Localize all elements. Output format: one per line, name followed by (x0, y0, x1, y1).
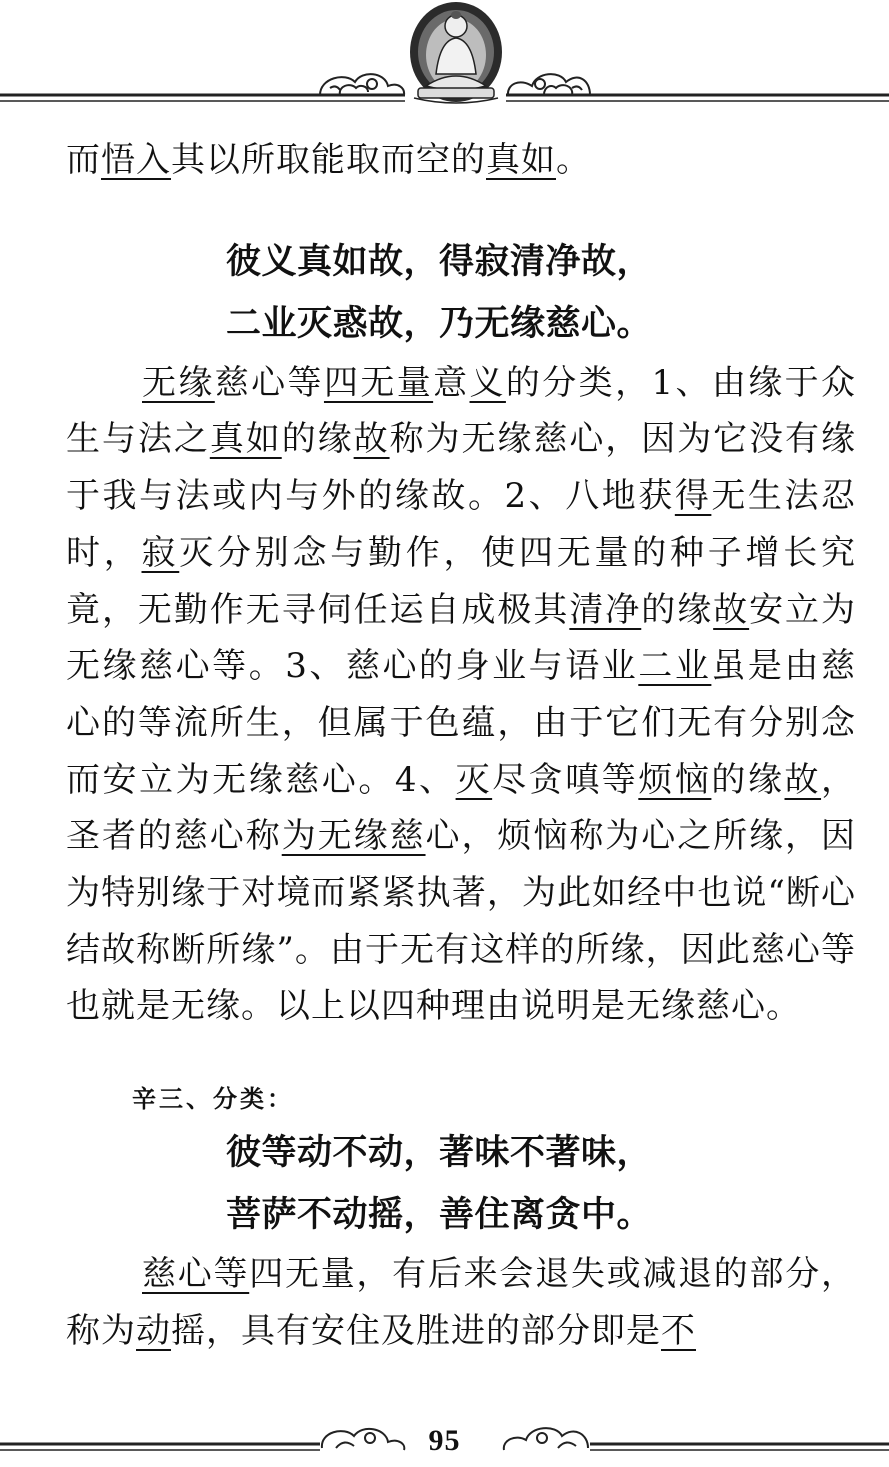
cloud-ornament-icon (320, 74, 404, 95)
underlined-term: 动 (136, 1310, 171, 1351)
underlined-term: 不 (661, 1310, 696, 1351)
underlined-term: 烦恼 (638, 759, 712, 800)
text-run: 安立为无缘慈心等。3、慈心的身业与语业 (66, 589, 857, 687)
verse-line: 彼义真如故，得寂清净故， (226, 241, 653, 282)
verse-line: 二业灭惑故，乃无缘慈心。 (226, 303, 653, 344)
text-run: ，圣者的慈心称 (66, 759, 857, 857)
text-run: 的分类，1、由缘于众生与法之 (66, 362, 857, 460)
underlined-term: 故 (353, 419, 390, 460)
underlined-term: 为无缘慈 (281, 816, 426, 857)
text-run: 心，烦恼称为心之所缘，因为特别缘于对境而紧紧执著，为此如经中也说“断心结故称断所缘”。由于无有这样的所缘，因此慈心等也就是无缘。以上以四种理由说明是无缘慈心。 (66, 816, 857, 1027)
underlined-term: 清净 (569, 589, 642, 630)
commentary-paragraph (66, 355, 856, 1035)
text-run: 四无量，有后来会退失或减退的部分，称为 (66, 1254, 857, 1351)
underlined-term: 二业 (638, 646, 712, 687)
page-content (66, 132, 856, 1360)
text-run: 灭分别念与勤作，使四无量的种子增长究竟，无勤作无寻伺任运自成极其 (66, 532, 856, 630)
underlined-term: 真如 (486, 140, 556, 180)
verse-line: 菩萨不动摇，善住离贪中。 (226, 1195, 653, 1236)
text-run: 尽贪嗔等 (492, 759, 639, 800)
section-heading: 辛三、分类： (132, 1085, 294, 1114)
underlined-term: 灭 (455, 759, 493, 800)
verse-block (66, 231, 856, 355)
underlined-term: 悟入 (101, 140, 171, 180)
underlined-term: 寂 (141, 532, 180, 573)
underlined-term: 四无量 (323, 362, 434, 403)
underlined-term: 故 (713, 589, 750, 630)
text-run: 的缘 (281, 419, 354, 460)
underlined-term: 无缘 (142, 362, 215, 403)
text-run: 虽是由慈心的等流所生，但属于色蕴，由于它们无有分别念而安立为无缘慈心。4、 (66, 646, 857, 800)
text-run: 无生法忍时， (66, 476, 856, 573)
commentary-paragraph (66, 1246, 856, 1359)
header-ornament (0, 0, 889, 115)
cloud-ornament-icon (508, 74, 590, 95)
text-run: 摇，具有安住及胜进的部分即是 (171, 1310, 661, 1351)
underlined-term: 义 (469, 362, 506, 403)
continued-paragraph (66, 132, 856, 189)
buddha-emblem-icon (410, 2, 502, 103)
text-run: 慈心等 (214, 362, 324, 403)
underlined-term: 真如 (209, 419, 282, 460)
text-line: 而悟入其以所取能取而空的真如。 (66, 140, 591, 180)
underlined-term: 故 (784, 759, 822, 800)
text-run: 意 (433, 362, 470, 403)
underlined-term: 得 (674, 476, 712, 517)
text-run: 的缘 (641, 589, 714, 630)
verse-block (66, 1122, 856, 1246)
underlined-term: 慈心等 (142, 1254, 250, 1295)
page-number: 95 (428, 1424, 461, 1457)
text-run: 的缘 (711, 759, 785, 800)
verse-line: 彼等动不动，著味不著味， (226, 1133, 653, 1174)
text-run: 称为无缘慈心，因为它没有缘于我与法或内与外的缘故。2、八地获 (66, 419, 857, 517)
